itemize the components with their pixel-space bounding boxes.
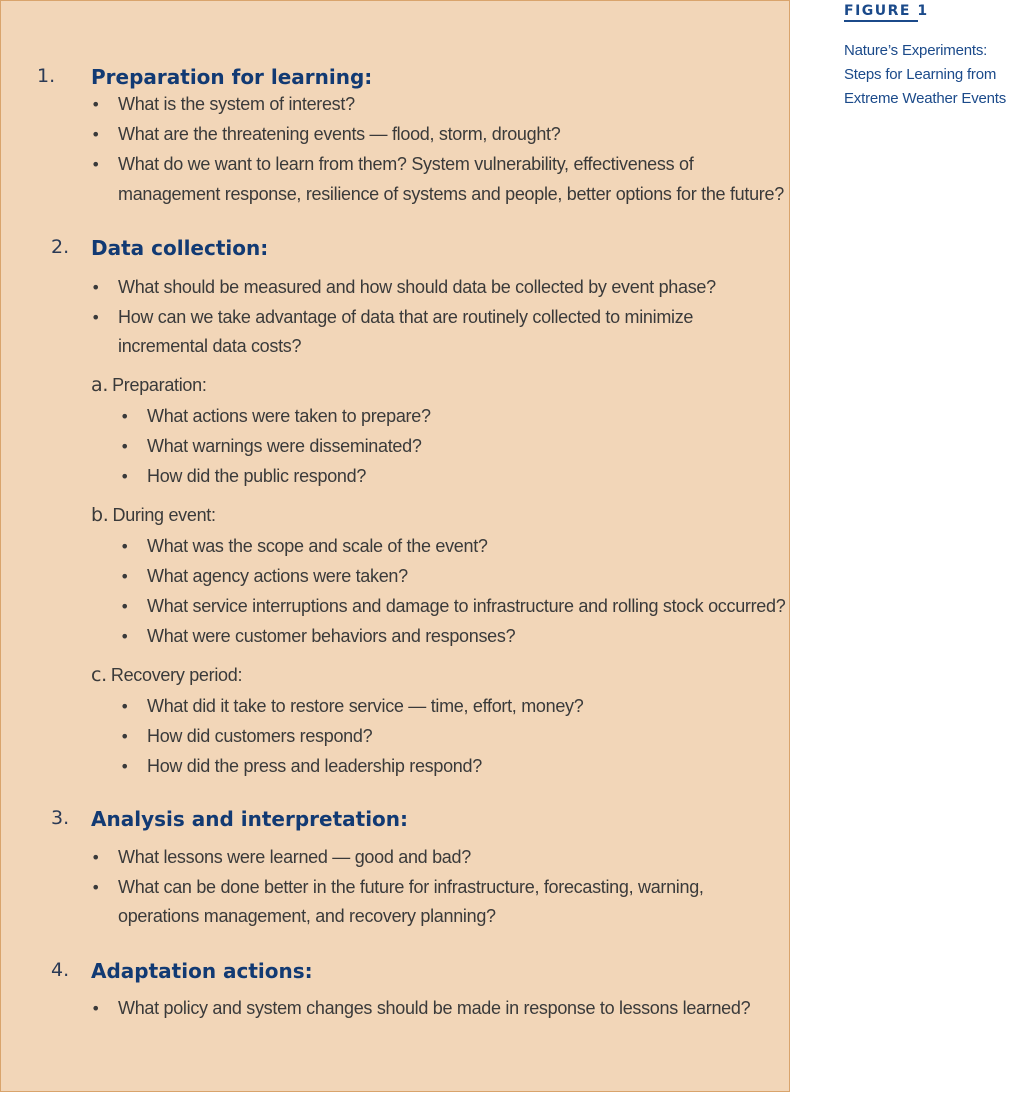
- bullet-text: What warnings were disseminated?: [147, 436, 422, 456]
- subsection-letter: a.: [91, 374, 109, 396]
- bullet-text: What is the system of interest?: [118, 94, 355, 114]
- bullet-text-continued: management response, resilience of systems and people, better options for the future?: [118, 184, 784, 204]
- subsection-letter: b.: [91, 504, 109, 526]
- bullet-icon: •: [120, 597, 130, 616]
- subsection-heading: [91, 664, 242, 686]
- bullet-icon: •: [120, 537, 130, 556]
- section-title: Preparation for learning:: [91, 65, 373, 89]
- bullet-text: How did the press and leadership respond?: [147, 756, 482, 776]
- section-number: 4.: [51, 959, 70, 981]
- subsection-label: Preparation:: [112, 375, 207, 395]
- bullet-text: What lessons were learned — good and bad?: [118, 847, 471, 867]
- figure-label-underline: [844, 20, 918, 22]
- bullet-text-continued: operations management, and recovery planning?: [118, 906, 496, 926]
- bullet-icon: •: [91, 308, 101, 327]
- bullet-icon: •: [120, 757, 130, 776]
- bullet-text: What did it take to restore service — time, effort, money?: [147, 696, 584, 716]
- bullet-icon: •: [120, 697, 130, 716]
- bullet-icon: •: [91, 999, 101, 1018]
- section-title: Data collection:: [91, 236, 269, 260]
- subsection-label: During event:: [112, 505, 216, 525]
- section-number: 3.: [51, 807, 70, 829]
- bullet-text: What was the scope and scale of the event?: [147, 536, 488, 556]
- bullet-text: What are the threatening events — flood, storm, drought?: [118, 124, 561, 144]
- subsection-label: Recovery period:: [110, 665, 243, 685]
- bullet-icon: •: [91, 155, 101, 174]
- bullet-text: What were customer behaviors and responses?: [147, 626, 516, 646]
- bullet-text: What can be done better in the future for infrastructure, forecasting, warning,: [118, 877, 704, 897]
- bullet-text: What actions were taken to prepare?: [147, 406, 431, 426]
- figure-label: FIGURE 1: [844, 3, 929, 19]
- bullet-icon: •: [120, 727, 130, 746]
- bullet-text-continued: incremental data costs?: [118, 336, 302, 356]
- bullet-icon: •: [120, 437, 130, 456]
- bullet-icon: •: [120, 567, 130, 586]
- bullet-text: What service interruptions and damage to infrastructure and rolling stock occurred?: [147, 596, 786, 616]
- bullet-text: How did the public respond?: [147, 466, 367, 486]
- section-number: 2.: [51, 236, 70, 258]
- figure-caption-line: Steps for Learning from: [844, 66, 997, 83]
- bullet-icon: •: [91, 878, 101, 897]
- bullet-icon: •: [91, 125, 101, 144]
- subsection-heading: [91, 374, 207, 396]
- bullet-icon: •: [91, 278, 101, 297]
- bullet-text: What do we want to learn from them? System vulnerability, effectiveness of: [118, 154, 694, 174]
- bullet-text: How can we take advantage of data that are routinely collected to minimize: [118, 307, 694, 327]
- section-number: 1.: [37, 65, 56, 87]
- section-title: Analysis and interpretation:: [91, 807, 409, 831]
- subsection-letter: c.: [91, 664, 107, 686]
- bullet-text: How did customers respond?: [147, 726, 373, 746]
- bullet-icon: •: [91, 848, 101, 867]
- bullet-icon: •: [120, 467, 130, 486]
- bullet-text: What should be measured and how should data be collected by event phase?: [118, 277, 716, 297]
- figure-caption-line: Extreme Weather Events: [844, 90, 1007, 107]
- bullet-icon: •: [91, 95, 101, 114]
- bullet-icon: •: [120, 627, 130, 646]
- figure-caption-line: Nature’s Experiments:: [844, 42, 988, 59]
- section-title: Adaptation actions:: [91, 959, 313, 983]
- bullet-text: What policy and system changes should be made in response to lessons learned?: [118, 998, 751, 1018]
- subsection-heading: [91, 504, 216, 526]
- bullet-text: What agency actions were taken?: [147, 566, 408, 586]
- bullet-icon: •: [120, 407, 130, 426]
